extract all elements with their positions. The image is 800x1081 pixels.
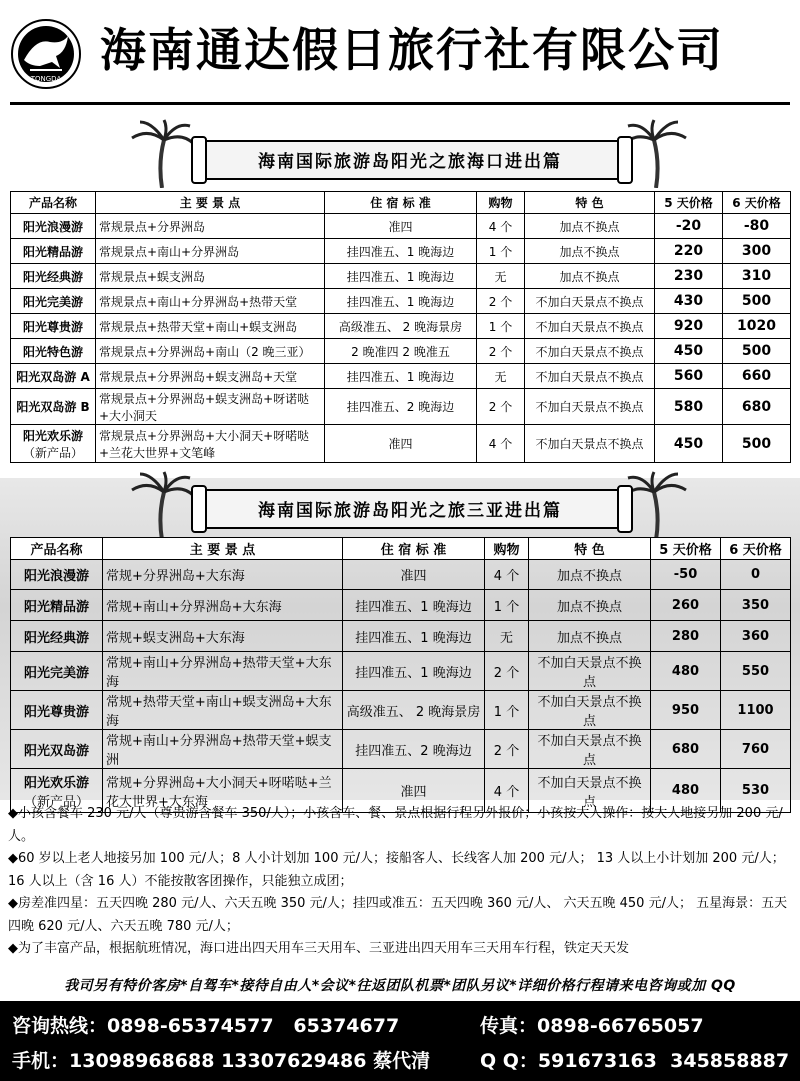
qq-row xyxy=(480,1046,789,1073)
feature: 不加白天景点不换点 xyxy=(525,314,655,339)
price-5day: -50 xyxy=(651,560,721,590)
table-row xyxy=(11,425,791,463)
spots: 常规景点+分界洲岛+蜈支洲岛+呀诺哒+大小洞天 xyxy=(96,389,325,425)
spots: 常规景点+分界洲岛+南山（2 晚三亚） xyxy=(96,339,325,364)
shopping: 1 个 xyxy=(485,691,529,730)
price-6day: 360 xyxy=(721,621,791,652)
price-6day: 530 xyxy=(721,769,791,813)
header-cell: 主 要 景 点 xyxy=(103,538,343,560)
hotel: 挂四准五、1 晚海边 xyxy=(343,590,485,621)
price-5day: 950 xyxy=(651,691,721,730)
product-tag: （新产品） xyxy=(22,445,83,460)
price-5day: 480 xyxy=(651,652,721,691)
feature: 不加白天景点不换点 xyxy=(525,425,655,463)
table-row xyxy=(11,239,791,264)
note-item: ◆为了丰富产品，根据航班情况，海口进出四天用车三天用车、三亚进出四天用车三天用车行程，铁定天天发 xyxy=(8,941,629,956)
product-name: 阳光欢乐游 xyxy=(23,775,89,791)
feature: 不加白天景点不换点 xyxy=(529,691,651,730)
table-row xyxy=(11,560,791,590)
logo-text: TONGDA xyxy=(30,75,62,83)
product-tag: （新产品） xyxy=(23,794,89,810)
mobile-number-2: 13307629486 xyxy=(221,1050,367,1072)
feature: 不加白天景点不换点 xyxy=(529,730,651,769)
contact-footer xyxy=(0,1001,800,1081)
hotline-number-2: 65374677 xyxy=(293,1015,400,1037)
price-6day: 350 xyxy=(721,590,791,621)
palm-tree-icon xyxy=(128,118,198,188)
table-row xyxy=(11,339,791,364)
price-6day: 500 xyxy=(723,289,791,314)
fax-row xyxy=(480,1011,704,1038)
feature: 加点不换点 xyxy=(529,621,651,652)
feature: 不加白天景点不换点 xyxy=(525,339,655,364)
note-item: ◆60 岁以上老人地接另加 100 元/人；8 人小计划加 100 元/人；接船客人、长线客人加 200 元/人； 13 人以上小计划加 200 元/人；16 人以上（含 16 人）不能按散客团操作，只能独立成团； xyxy=(8,851,785,889)
price-5day: 580 xyxy=(655,389,723,425)
hotline-number: 0898-65374577 xyxy=(107,1015,274,1037)
price-5day: 230 xyxy=(655,264,723,289)
product-name: 阳光精品游 xyxy=(11,590,103,621)
hotel: 准四 xyxy=(343,769,485,813)
palm-tree-icon xyxy=(128,470,198,540)
contact-person: 蔡代清 xyxy=(373,1050,431,1072)
header-cell: 5 天价格 xyxy=(655,192,723,214)
company-logo-icon xyxy=(10,18,82,90)
spots: 常规+分界洲岛+大小洞天+呀喏哒+兰花大世界+大东海 xyxy=(103,769,343,813)
price-6day: 500 xyxy=(723,425,791,463)
price-5day: 260 xyxy=(651,590,721,621)
hotel: 2 晚准四 2 晚准五 xyxy=(325,339,477,364)
product-name: 阳光经典游 xyxy=(11,621,103,652)
fax-label: 传真： xyxy=(480,1015,538,1037)
company-name: 海南通达假日旅行社有限公司 xyxy=(100,23,724,77)
shopping: 2 个 xyxy=(477,389,525,425)
price-6day: 550 xyxy=(721,652,791,691)
hotel: 准四 xyxy=(325,214,477,239)
table-row xyxy=(11,289,791,314)
spots: 常规+热带天堂+南山+蜈支洲岛+大东海 xyxy=(103,691,343,730)
price-5day: 680 xyxy=(651,730,721,769)
spots: 常规+蜈支洲岛+大东海 xyxy=(103,621,343,652)
section2-title: 海南国际旅游岛阳光之旅三亚进出篇 xyxy=(258,501,562,521)
qq-number: 591673163 xyxy=(537,1050,657,1072)
price-6day: 500 xyxy=(723,339,791,364)
section2-banner xyxy=(195,485,625,531)
feature: 不加白天景点不换点 xyxy=(529,769,651,813)
product-name: 阳光完美游 xyxy=(11,289,96,314)
price-6day: 760 xyxy=(721,730,791,769)
product-name: 阳光双岛游 A xyxy=(11,364,96,389)
price-5day: 450 xyxy=(655,425,723,463)
hotel: 挂四准五、1 晚海边 xyxy=(325,239,477,264)
feature: 不加白天景点不换点 xyxy=(525,389,655,425)
product-name: 阳光尊贵游 xyxy=(11,314,96,339)
spots: 常规景点+南山+分界洲岛+热带天堂 xyxy=(96,289,325,314)
header-cell: 产品名称 xyxy=(11,538,103,560)
shopping: 4 个 xyxy=(485,560,529,590)
spots: 常规景点+分界洲岛+蜈支洲岛+天堂 xyxy=(96,364,325,389)
spots: 常规景点+分界洲岛+大小洞天+呀喏哒+兰花大世界+文笔峰 xyxy=(96,425,325,463)
mobile-row xyxy=(12,1046,430,1073)
price-5day: 450 xyxy=(655,339,723,364)
table-row xyxy=(11,691,791,730)
qq-number-2: 345858887 xyxy=(670,1050,790,1072)
shopping: 无 xyxy=(477,364,525,389)
shopping: 1 个 xyxy=(477,239,525,264)
header-cell: 特 色 xyxy=(529,538,651,560)
feature: 不加白天景点不换点 xyxy=(525,289,655,314)
feature: 加点不换点 xyxy=(529,560,651,590)
header-cell: 购物 xyxy=(477,192,525,214)
price-5day: -20 xyxy=(655,214,723,239)
note-item: ◆小孩含餐车 230 元/人（尊贵游含餐车 350/人）；小孩含车、餐、景点根据行程另外报价；小孩按大人操作：按大人地接另加 200 元/人。 xyxy=(8,806,783,844)
table-row xyxy=(11,364,791,389)
header-cell: 6 天价格 xyxy=(721,538,791,560)
feature: 加点不换点 xyxy=(529,590,651,621)
shopping: 无 xyxy=(485,621,529,652)
price-6day: 310 xyxy=(723,264,791,289)
product-name: 阳光完美游 xyxy=(11,652,103,691)
spots: 常规景点+南山+分界洲岛 xyxy=(96,239,325,264)
haikou-tour-table xyxy=(10,191,791,463)
price-6day: 1020 xyxy=(723,314,791,339)
price-6day: 1100 xyxy=(721,691,791,730)
hotel: 挂四准五、1 晚海边 xyxy=(343,652,485,691)
table-header-row xyxy=(11,192,791,214)
hotel: 挂四准五、1 晚海边 xyxy=(343,621,485,652)
header-cell: 5 天价格 xyxy=(651,538,721,560)
shopping: 1 个 xyxy=(477,314,525,339)
product-name: 阳光欢乐游 xyxy=(22,428,83,443)
spots: 常规景点+热带天堂+南山+蜈支洲岛 xyxy=(96,314,325,339)
mobile-number: 13098968688 xyxy=(69,1050,215,1072)
hotel: 挂四准五、1 晚海边 xyxy=(325,289,477,314)
qq-label: Q Q： xyxy=(480,1050,538,1072)
product-name: 阳光特色游 xyxy=(11,339,96,364)
hotel: 挂四准五、2 晚海边 xyxy=(343,730,485,769)
hotline-row xyxy=(12,1011,399,1038)
feature: 加点不换点 xyxy=(525,214,655,239)
shopping: 2 个 xyxy=(485,652,529,691)
product-name: 阳光尊贵游 xyxy=(11,691,103,730)
price-6day: -80 xyxy=(723,214,791,239)
hotline-label: 咨询热线： xyxy=(12,1015,108,1037)
shopping: 2 个 xyxy=(485,730,529,769)
feature: 不加白天景点不换点 xyxy=(529,652,651,691)
shopping: 4 个 xyxy=(477,214,525,239)
feature: 加点不换点 xyxy=(525,264,655,289)
product-name: 阳光双岛游 B xyxy=(11,389,96,425)
price-6day: 300 xyxy=(723,239,791,264)
spots: 常规+南山+分界洲岛+热带天堂+大东海 xyxy=(103,652,343,691)
hotel: 挂四准五、2 晚海边 xyxy=(325,389,477,425)
shopping: 1 个 xyxy=(485,590,529,621)
spots: 常规景点+蜈支洲岛 xyxy=(96,264,325,289)
price-6day: 0 xyxy=(721,560,791,590)
feature: 加点不换点 xyxy=(525,239,655,264)
header-cell: 产品名称 xyxy=(11,192,96,214)
price-5day: 280 xyxy=(651,621,721,652)
price-5day: 220 xyxy=(655,239,723,264)
header-cell: 住 宿 标 准 xyxy=(343,538,485,560)
price-5day: 560 xyxy=(655,364,723,389)
section1-banner xyxy=(195,136,625,182)
header-cell: 特 色 xyxy=(525,192,655,214)
table-row xyxy=(11,621,791,652)
note-item: ◆房差准四星：五天四晚 280 元/人、六天五晚 350 元/人；挂四或准五：五天四晚 360 元/人、 六天五晚 450 元/人； 五星海景：五天四晚 620 元/人、六天五晚 780 元/人； xyxy=(8,896,788,934)
price-5day: 480 xyxy=(651,769,721,813)
product-name-cell xyxy=(11,425,96,463)
shopping: 无 xyxy=(477,264,525,289)
hotel: 准四 xyxy=(325,425,477,463)
fax-number: 0898-66765057 xyxy=(537,1015,704,1037)
table-row xyxy=(11,264,791,289)
promo-banner: 我司另有特价客房*自驾车*接待自由人*会议*往返团队机票*团队另议*详细价格行程请来电咨询或加 QQ xyxy=(0,972,800,1000)
price-6day: 680 xyxy=(723,389,791,425)
hotel: 高级准五、 2 晚海景房 xyxy=(343,691,485,730)
header-divider xyxy=(10,102,790,105)
hotel: 高级准五、 2 晚海景房 xyxy=(325,314,477,339)
shopping: 2 个 xyxy=(477,289,525,314)
table-row xyxy=(11,389,791,425)
section1-title: 海南国际旅游岛阳光之旅海口进出篇 xyxy=(258,152,562,172)
product-name: 阳光浪漫游 xyxy=(11,560,103,590)
notes xyxy=(8,803,792,961)
mobile-label: 手机： xyxy=(12,1050,70,1072)
table-row xyxy=(11,214,791,239)
shopping: 2 个 xyxy=(477,339,525,364)
product-name: 阳光浪漫游 xyxy=(11,214,96,239)
product-name: 阳光双岛游 xyxy=(11,730,103,769)
feature: 不加白天景点不换点 xyxy=(525,364,655,389)
shopping: 4 个 xyxy=(485,769,529,813)
spots: 常规+南山+分界洲岛+大东海 xyxy=(103,590,343,621)
product-name: 阳光精品游 xyxy=(11,239,96,264)
hotel: 准四 xyxy=(343,560,485,590)
table-row xyxy=(11,652,791,691)
spots: 常规景点+分界洲岛 xyxy=(96,214,325,239)
table-row xyxy=(11,314,791,339)
header-cell: 主 要 景 点 xyxy=(96,192,325,214)
header-cell: 购物 xyxy=(485,538,529,560)
table-row xyxy=(11,730,791,769)
hotel: 挂四准五、1 晚海边 xyxy=(325,364,477,389)
product-name: 阳光经典游 xyxy=(11,264,96,289)
table-header-row xyxy=(11,538,791,560)
header xyxy=(0,0,800,110)
price-5day: 430 xyxy=(655,289,723,314)
shopping: 4 个 xyxy=(477,425,525,463)
sanya-tour-table xyxy=(10,537,791,813)
header-cell: 住 宿 标 准 xyxy=(325,192,477,214)
price-6day: 660 xyxy=(723,364,791,389)
header-cell: 6 天价格 xyxy=(723,192,791,214)
spots: 常规+分界洲岛+大东海 xyxy=(103,560,343,590)
spots: 常规+南山+分界洲岛+热带天堂+蜈支洲 xyxy=(103,730,343,769)
hotel: 挂四准五、1 晚海边 xyxy=(325,264,477,289)
price-5day: 920 xyxy=(655,314,723,339)
table-row xyxy=(11,590,791,621)
